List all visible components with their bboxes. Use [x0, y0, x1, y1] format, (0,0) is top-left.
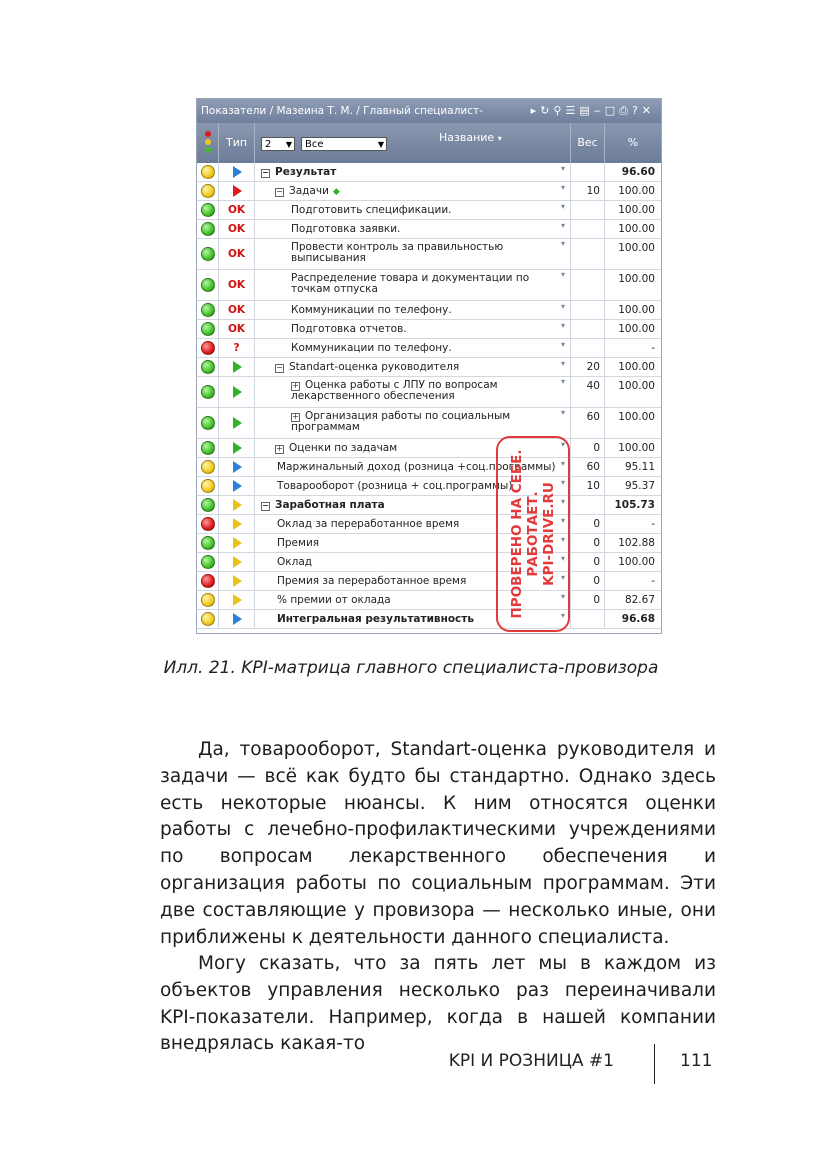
kpi-name: Оклад [277, 556, 313, 568]
collapse-icon[interactable]: − [276, 187, 283, 196]
play-triangle-icon [233, 185, 242, 197]
type-cell [219, 301, 255, 319]
level-select[interactable]: 2 ▼ [261, 137, 295, 151]
percent-cell: 100.00 [618, 556, 655, 568]
table-row[interactable] [197, 610, 661, 629]
kpi-name: Распределение товара и документации по точкам отпуска [291, 272, 530, 295]
weight-cell[interactable] [571, 496, 605, 514]
play-triangle-icon [233, 386, 242, 398]
weight-cell[interactable]: 0 [571, 553, 605, 571]
kpi-name: Товарооборот (розница + соц.программы) [277, 480, 513, 492]
play-triangle-icon [233, 480, 242, 492]
row-dropdown-icon[interactable]: ▾ [560, 497, 565, 506]
play-triangle-icon [233, 361, 242, 373]
percent-cell: 105.73 [614, 499, 655, 511]
dropdown-arrow-icon: ▼ [285, 140, 292, 149]
weight-cell[interactable]: 40 [571, 377, 605, 407]
type-cell [219, 220, 255, 238]
weight-cell[interactable] [571, 201, 605, 219]
yellow-status-icon [201, 612, 215, 626]
lamp-cell [197, 610, 219, 628]
stamp-text [509, 436, 557, 632]
row-dropdown-icon[interactable]: ▾ [560, 221, 565, 230]
green-status-icon [201, 416, 215, 430]
row-dropdown-icon[interactable]: ▾ [560, 340, 565, 349]
percent-cell: 100.00 [618, 323, 655, 335]
percent-cell: - [651, 518, 655, 530]
name-cell[interactable] [255, 339, 571, 357]
percent-cell: 82.67 [624, 594, 655, 606]
lamp-cell [197, 270, 219, 300]
weight-cell[interactable] [571, 339, 605, 357]
name-cell[interactable] [255, 270, 571, 300]
row-dropdown-icon[interactable]: ▾ [560, 270, 565, 279]
search-icon[interactable]: ⚲ [553, 104, 566, 117]
yellow-status-icon [201, 479, 215, 493]
row-dropdown-icon[interactable]: ▾ [560, 440, 565, 449]
lamp-cell [197, 534, 219, 552]
play-triangle-icon [233, 537, 242, 549]
lamp-cell [197, 320, 219, 338]
weight-cell[interactable] [571, 270, 605, 300]
row-dropdown-icon[interactable]: ▾ [560, 164, 565, 173]
type-cell [219, 553, 255, 571]
row-dropdown-icon[interactable]: ▾ [560, 478, 565, 487]
green-status-icon [201, 498, 215, 512]
collapse-icon[interactable]: − [262, 501, 269, 510]
kpi-name: Премия за переработанное время [277, 575, 467, 587]
table-row[interactable] [197, 534, 661, 553]
lamp-column-header[interactable] [197, 123, 219, 163]
type-cell [219, 408, 255, 438]
name-cell[interactable] [255, 220, 571, 238]
window-title: Показатели / Мазеина Т. М. / Главный специалист- [201, 105, 483, 117]
row-dropdown-icon[interactable]: ▾ [560, 202, 565, 211]
type-cell [219, 610, 255, 628]
weight-cell[interactable] [571, 610, 605, 628]
kpi-name: Коммуникации по телефону. [291, 342, 452, 354]
type-cell [219, 377, 255, 407]
lamp-cell [197, 239, 219, 269]
restore-icon[interactable]: □ [604, 104, 620, 117]
type-cell [219, 439, 255, 457]
type-cell [219, 477, 255, 495]
table-row[interactable] [197, 270, 661, 301]
percent-cell: 96.68 [621, 613, 655, 625]
list-icon[interactable]: ☰ [565, 104, 580, 117]
green-status-icon [201, 441, 215, 455]
window-toolbar [531, 99, 655, 123]
collapse-icon[interactable]: − [262, 168, 269, 177]
lamp-cell [197, 201, 219, 219]
verification-stamp [496, 436, 570, 632]
help-icon[interactable]: ? [631, 104, 642, 117]
weight-column-header[interactable]: Вес [571, 123, 605, 163]
weight-cell[interactable]: 20 [571, 358, 605, 376]
percent-cell: - [651, 342, 655, 354]
weight-cell[interactable] [571, 239, 605, 269]
type-label: OK [227, 279, 246, 291]
percent-cell: 100.00 [618, 304, 655, 316]
lamp-cell [197, 496, 219, 514]
lamp-cell [197, 477, 219, 495]
type-cell [219, 182, 255, 200]
dropdown-arrow-icon: ▼ [377, 140, 384, 149]
diamond-icon: ◆ [332, 187, 340, 197]
page-number: 111 [680, 1051, 713, 1071]
yellow-status-icon [201, 593, 215, 607]
row-dropdown-icon[interactable]: ▾ [560, 408, 565, 417]
lamp-cell [197, 408, 219, 438]
table-row[interactable] [197, 182, 661, 201]
lamp-cell [197, 572, 219, 590]
lamp-cell [197, 591, 219, 609]
paragraph-1: Да, товарооборот, Standart-оценка руководителя и задачи — всё как будто бы стандартно. Однако здесь есть некоторые нюансы. К ним относятся оценки работы с лечебно-профилактическими учреждениями по вопросам лекарственного обеспечения и организация работы по социальным программам. Эти две составляющие у провизора — несколько иные, они приближены к деятельности данного специалиста. [160, 739, 716, 948]
name-cell[interactable] [255, 163, 571, 181]
weight-cell[interactable]: 0 [571, 591, 605, 609]
lamp-cell [197, 515, 219, 533]
percent-cell: 100.00 [618, 204, 655, 216]
row-dropdown-icon[interactable]: ▾ [560, 359, 565, 368]
green-status-icon [201, 322, 215, 336]
collapse-icon[interactable]: − [276, 363, 283, 372]
kpi-name: Подготовить спецификации. [291, 204, 452, 216]
red-status-icon [201, 574, 215, 588]
table-row[interactable] [197, 358, 661, 377]
yellow-status-icon [201, 460, 215, 474]
green-status-icon [201, 555, 215, 569]
lamp-cell [197, 182, 219, 200]
play-triangle-icon [233, 442, 242, 454]
name-cell[interactable] [255, 320, 571, 338]
table-row[interactable] [197, 477, 661, 496]
footer-divider [654, 1044, 655, 1084]
green-status-icon [201, 203, 215, 217]
table-header [197, 123, 661, 163]
table-row[interactable] [197, 515, 661, 534]
kpi-matrix-window [196, 98, 662, 634]
name-cell[interactable] [255, 408, 571, 438]
kpi-name: Заработная плата [275, 499, 385, 511]
type-cell [219, 515, 255, 533]
sort-caret-icon: ▾ [497, 134, 502, 143]
kpi-name: Интегральная результативность [277, 613, 474, 625]
row-dropdown-icon[interactable]: ▾ [560, 554, 565, 563]
kpi-name: Организация работы по социальным программам [291, 410, 511, 433]
paragraph-2: Могу сказать, что за пять лет мы в каждом из объектов управления несколько раз переиначивали KPI-показатели. Например, когда в нашей компании внедрялась какая-то [160, 953, 716, 1055]
stamp-line-2: РАБОТАЕТ. [525, 491, 541, 577]
percent-cell: 100.00 [618, 185, 655, 197]
percent-column-header[interactable]: % [627, 136, 639, 149]
kpi-name: Подготовка заявки. [291, 223, 401, 235]
green-status-icon [201, 247, 215, 261]
type-cell [219, 572, 255, 590]
kpi-name: Оценка работы с ЛПУ по вопросам лекарственного обеспечения [291, 379, 498, 402]
play-triangle-icon [233, 499, 242, 511]
green-status-icon [201, 278, 215, 292]
kpi-name: Standart-оценка руководителя [289, 361, 460, 373]
name-column-title[interactable]: Название ▾ [439, 131, 502, 144]
close-icon[interactable]: ✕ [641, 104, 655, 117]
name-cell[interactable] [255, 182, 571, 200]
weight-cell[interactable]: 0 [571, 515, 605, 533]
red-status-icon [201, 341, 215, 355]
row-dropdown-icon[interactable]: ▾ [560, 592, 565, 601]
name-cell[interactable] [255, 358, 571, 376]
weight-cell[interactable]: 60 [571, 408, 605, 438]
kpi-name: Оценки по задачам [289, 442, 398, 454]
type-label: OK [227, 304, 246, 316]
export-icon[interactable]: ▤ [579, 104, 594, 117]
refresh-icon[interactable]: ↻ [540, 104, 554, 117]
row-dropdown-icon[interactable]: ▾ [560, 516, 565, 525]
green-status-icon [201, 536, 215, 550]
type-cell [219, 239, 255, 269]
type-cell [219, 339, 255, 357]
kpi-table-body [197, 163, 661, 629]
play-triangle-icon [233, 166, 242, 178]
expand-icon[interactable]: + [292, 381, 299, 390]
table-row[interactable] [197, 408, 661, 439]
type-cell [219, 201, 255, 219]
type-cell [219, 270, 255, 300]
type-cell [219, 534, 255, 552]
kpi-name: Коммуникации по телефону. [291, 304, 452, 316]
type-cell [219, 320, 255, 338]
print-icon[interactable]: ⎙ [619, 104, 632, 117]
figure-caption: Илл. 21. KPI-матрица главного специалиста-провизора [163, 658, 659, 678]
table-row[interactable] [197, 301, 661, 320]
type-cell [219, 496, 255, 514]
kpi-name: Оклад за переработанное время [277, 518, 460, 530]
table-row[interactable] [197, 377, 661, 408]
percent-cell: 102.88 [618, 537, 655, 549]
kpi-name: Маржинальный доход (розница +соц.программы) [277, 461, 556, 473]
table-row[interactable] [197, 572, 661, 591]
name-cell[interactable] [255, 201, 571, 219]
weight-cell[interactable] [571, 320, 605, 338]
table-row[interactable] [197, 320, 661, 339]
table-row[interactable] [197, 239, 661, 270]
stamp-line-3: KPI-DRIVE.RU [541, 482, 557, 586]
kpi-name: Задачи [289, 185, 329, 197]
weight-cell[interactable] [571, 163, 605, 181]
type-label: ? [233, 342, 240, 354]
yellow-status-icon [201, 184, 215, 198]
table-row[interactable] [197, 458, 661, 477]
row-dropdown-icon[interactable]: ▾ [560, 611, 565, 620]
play-triangle-icon [233, 556, 242, 568]
green-status-icon [201, 222, 215, 236]
percent-cell: 100.00 [618, 411, 655, 423]
kpi-name: Результат [275, 166, 337, 178]
lamp-cell [197, 220, 219, 238]
percent-cell: 95.37 [624, 480, 655, 492]
weight-cell[interactable] [571, 220, 605, 238]
type-label: OK [227, 323, 246, 335]
lamp-cell [197, 163, 219, 181]
percent-cell: 95.11 [624, 461, 655, 473]
type-label: OK [227, 248, 246, 260]
type-cell [219, 358, 255, 376]
green-status-icon [201, 385, 215, 399]
lamp-cell [197, 358, 219, 376]
percent-cell: 100.00 [618, 273, 655, 285]
percent-cell: 100.00 [618, 361, 655, 373]
weight-cell[interactable]: 60 [571, 458, 605, 476]
lamp-cell [197, 439, 219, 457]
row-dropdown-icon[interactable]: ▾ [560, 459, 565, 468]
weight-cell[interactable]: 10 [571, 477, 605, 495]
weight-cell[interactable] [571, 301, 605, 319]
table-row[interactable] [197, 439, 661, 458]
type-cell [219, 591, 255, 609]
name-column-header[interactable] [255, 123, 571, 163]
expand-icon[interactable]: + [292, 412, 299, 421]
table-row[interactable] [197, 220, 661, 239]
play-triangle-icon [233, 461, 242, 473]
row-dropdown-icon[interactable]: ▾ [560, 377, 565, 386]
green-status-icon [201, 303, 215, 317]
percent-cell: 96.60 [621, 166, 655, 178]
lamp-cell [197, 458, 219, 476]
weight-cell[interactable]: 0 [571, 572, 605, 590]
row-dropdown-icon[interactable]: ▾ [560, 183, 565, 192]
kpi-name: Премия [277, 537, 320, 549]
percent-cell: 100.00 [618, 223, 655, 235]
running-title: KPI И РОЗНИЦА #1 [448, 1051, 614, 1071]
row-dropdown-icon[interactable]: ▾ [560, 321, 565, 330]
name-cell[interactable] [255, 239, 571, 269]
percent-cell: 100.00 [618, 242, 655, 254]
lamp-cell [197, 339, 219, 357]
type-cell [219, 458, 255, 476]
table-row[interactable] [197, 496, 661, 515]
kpi-name: % премии от оклада [277, 594, 391, 606]
minimize-icon[interactable]: ‒ [593, 104, 605, 117]
window-titlebar [197, 99, 661, 123]
stamp-line-1: ПРОВЕРЕНО НА СЕБЕ. [509, 449, 525, 619]
percent-cell: - [651, 575, 655, 587]
name-cell[interactable] [255, 377, 571, 407]
lamp-cell [197, 377, 219, 407]
percent-cell: 100.00 [618, 442, 655, 454]
type-cell [219, 163, 255, 181]
yellow-status-icon [201, 165, 215, 179]
type-label: OK [227, 204, 246, 216]
weight-cell[interactable]: 0 [571, 534, 605, 552]
table-row[interactable] [197, 591, 661, 610]
name-cell[interactable] [255, 301, 571, 319]
group-select[interactable]: Все ▼ [301, 137, 387, 151]
lamp-cell [197, 301, 219, 319]
row-dropdown-icon[interactable]: ▾ [560, 239, 565, 248]
row-dropdown-icon[interactable]: ▾ [560, 302, 565, 311]
play-triangle-icon [233, 575, 242, 587]
play-triangle-icon [233, 518, 242, 530]
expand-icon[interactable]: + [276, 444, 283, 453]
green-status-icon [201, 360, 215, 374]
percent-cell: 100.00 [618, 380, 655, 392]
kpi-name: Подготовка отчетов. [291, 323, 407, 335]
table-row[interactable] [197, 201, 661, 220]
weight-cell[interactable]: 10 [571, 182, 605, 200]
play-triangle-icon [233, 594, 242, 606]
row-dropdown-icon[interactable]: ▾ [560, 535, 565, 544]
weight-cell[interactable]: 0 [571, 439, 605, 457]
type-column-header[interactable]: Тип [219, 123, 255, 163]
table-row[interactable] [197, 553, 661, 572]
play-triangle-icon [233, 613, 242, 625]
kpi-name: Провести контроль за правильностью выписывания [291, 241, 504, 264]
row-dropdown-icon[interactable]: ▾ [560, 573, 565, 582]
table-row[interactable] [197, 163, 661, 182]
red-status-icon [201, 517, 215, 531]
play-triangle-icon [233, 417, 242, 429]
table-row[interactable] [197, 339, 661, 358]
lamp-cell [197, 553, 219, 571]
title-arrow-icon: ▸ [530, 104, 541, 117]
type-label: OK [227, 223, 246, 235]
